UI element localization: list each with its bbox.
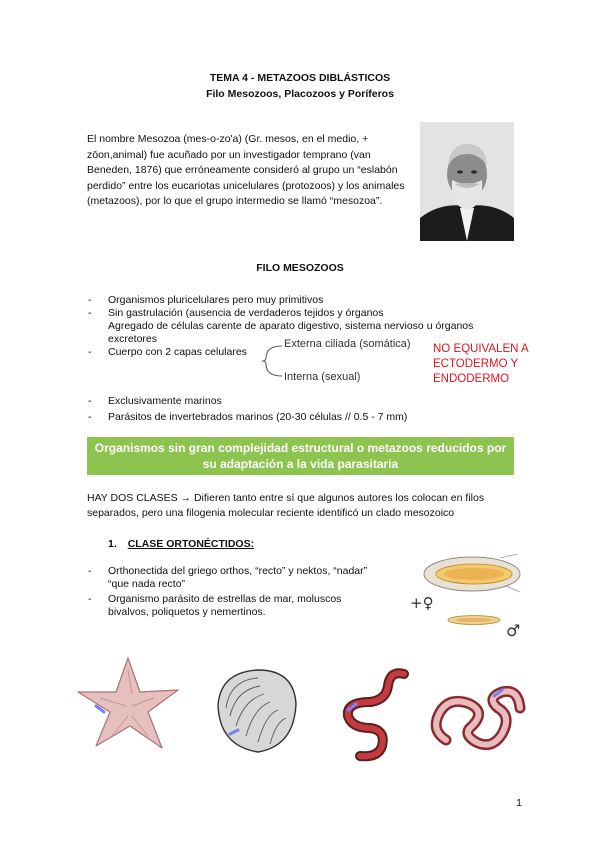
female-symbol: +♀ (410, 594, 434, 612)
list-item: - Organismos pluricelulares pero muy primitivos (88, 294, 324, 306)
filo-bullet-list-2 (88, 395, 528, 424)
layer-outer-label: Externa ciliada (somática) (284, 338, 411, 350)
classes-line: separados, pero una filogenia molecular reciente identificó un clado mesozoico (87, 507, 455, 519)
list-item: - Orthonectida del griego orthos, “recto” y nektos, “nadar” “que nada recto” (88, 565, 368, 590)
orto-bullet-list (88, 565, 388, 619)
intro-line: El nombre Mesozoa (mes-o-zo'a) (Gr. mesos, en el medio, + (87, 133, 369, 145)
intro-paragraph (87, 132, 417, 210)
intro-line: zōon,animal) fue acuñado por un investigador temprano (van (87, 148, 371, 161)
classes-line: HAY DOS CLASES → Difieren tanto entre sí que algunos autores los colocan en filos (87, 492, 485, 504)
host-organisms-row (70, 650, 530, 768)
class-heading (108, 538, 254, 550)
intro-line: perdido” entre los eucariotas unicelulares (protozoos) y los animales (87, 179, 405, 192)
red-note (433, 342, 529, 387)
intro-line: (metazoos), por lo que el grupo intermedio se llamó “mesozoa”. (87, 195, 383, 207)
class-number: 1. (108, 538, 117, 550)
classes-paragraph (87, 491, 527, 521)
polychaete-image (348, 673, 404, 756)
document-title: TEMA 4 - METAZOOS DIBLÁSTICOS (209, 72, 391, 84)
note-line: ECTODERMO Y (433, 358, 519, 370)
page-number: 1 (516, 797, 522, 809)
banner-line: su adaptación a la vida parasitaria (202, 457, 399, 471)
list-item: - Organismo parásito de estrellas de mar, moluscos bivalvos, poliquetos y nemertinos. (88, 593, 342, 618)
starfish-image (78, 658, 178, 748)
list-item: - Parásitos de invertebrados marinos (20-30 células // 0.5 - 7 mm) (88, 411, 408, 423)
intro-line: Beneden, 1876) que erróneamente consideró al grupo un “eslabón (87, 164, 398, 176)
list-item: - Exclusivamente marinos (88, 395, 222, 407)
class-title: CLASE ORTONÉCTIDOS: (127, 538, 255, 550)
banner-line: Organismos sin gran complejidad estructural o metazoos reducidos por (94, 441, 507, 455)
orthonectid-diagram (410, 548, 528, 640)
highlight-banner (87, 437, 514, 475)
layer-inner-label: Interna (sexual) (284, 371, 361, 383)
male-symbol: ♂ (506, 621, 521, 640)
note-line: ENDODERMO (433, 373, 510, 385)
list-item: - Cuerpo con 2 capas celulares (88, 346, 247, 358)
portrait-photo (420, 122, 514, 241)
nemertean-image (436, 690, 520, 745)
bivalve-image (218, 670, 296, 752)
section-heading-filo: FILO MESOZOOS (256, 262, 344, 274)
note-line: NO EQUIVALEN A (433, 343, 529, 355)
list-item: - Sin gastrulación (ausencia de verdaderos tejidos y órganos Agregado de células carente de aparato digestivo, sistema nervioso u órganos excretores (88, 307, 474, 345)
document-subtitle: Filo Mesozoos, Placozoos y Poríferos (206, 88, 394, 100)
